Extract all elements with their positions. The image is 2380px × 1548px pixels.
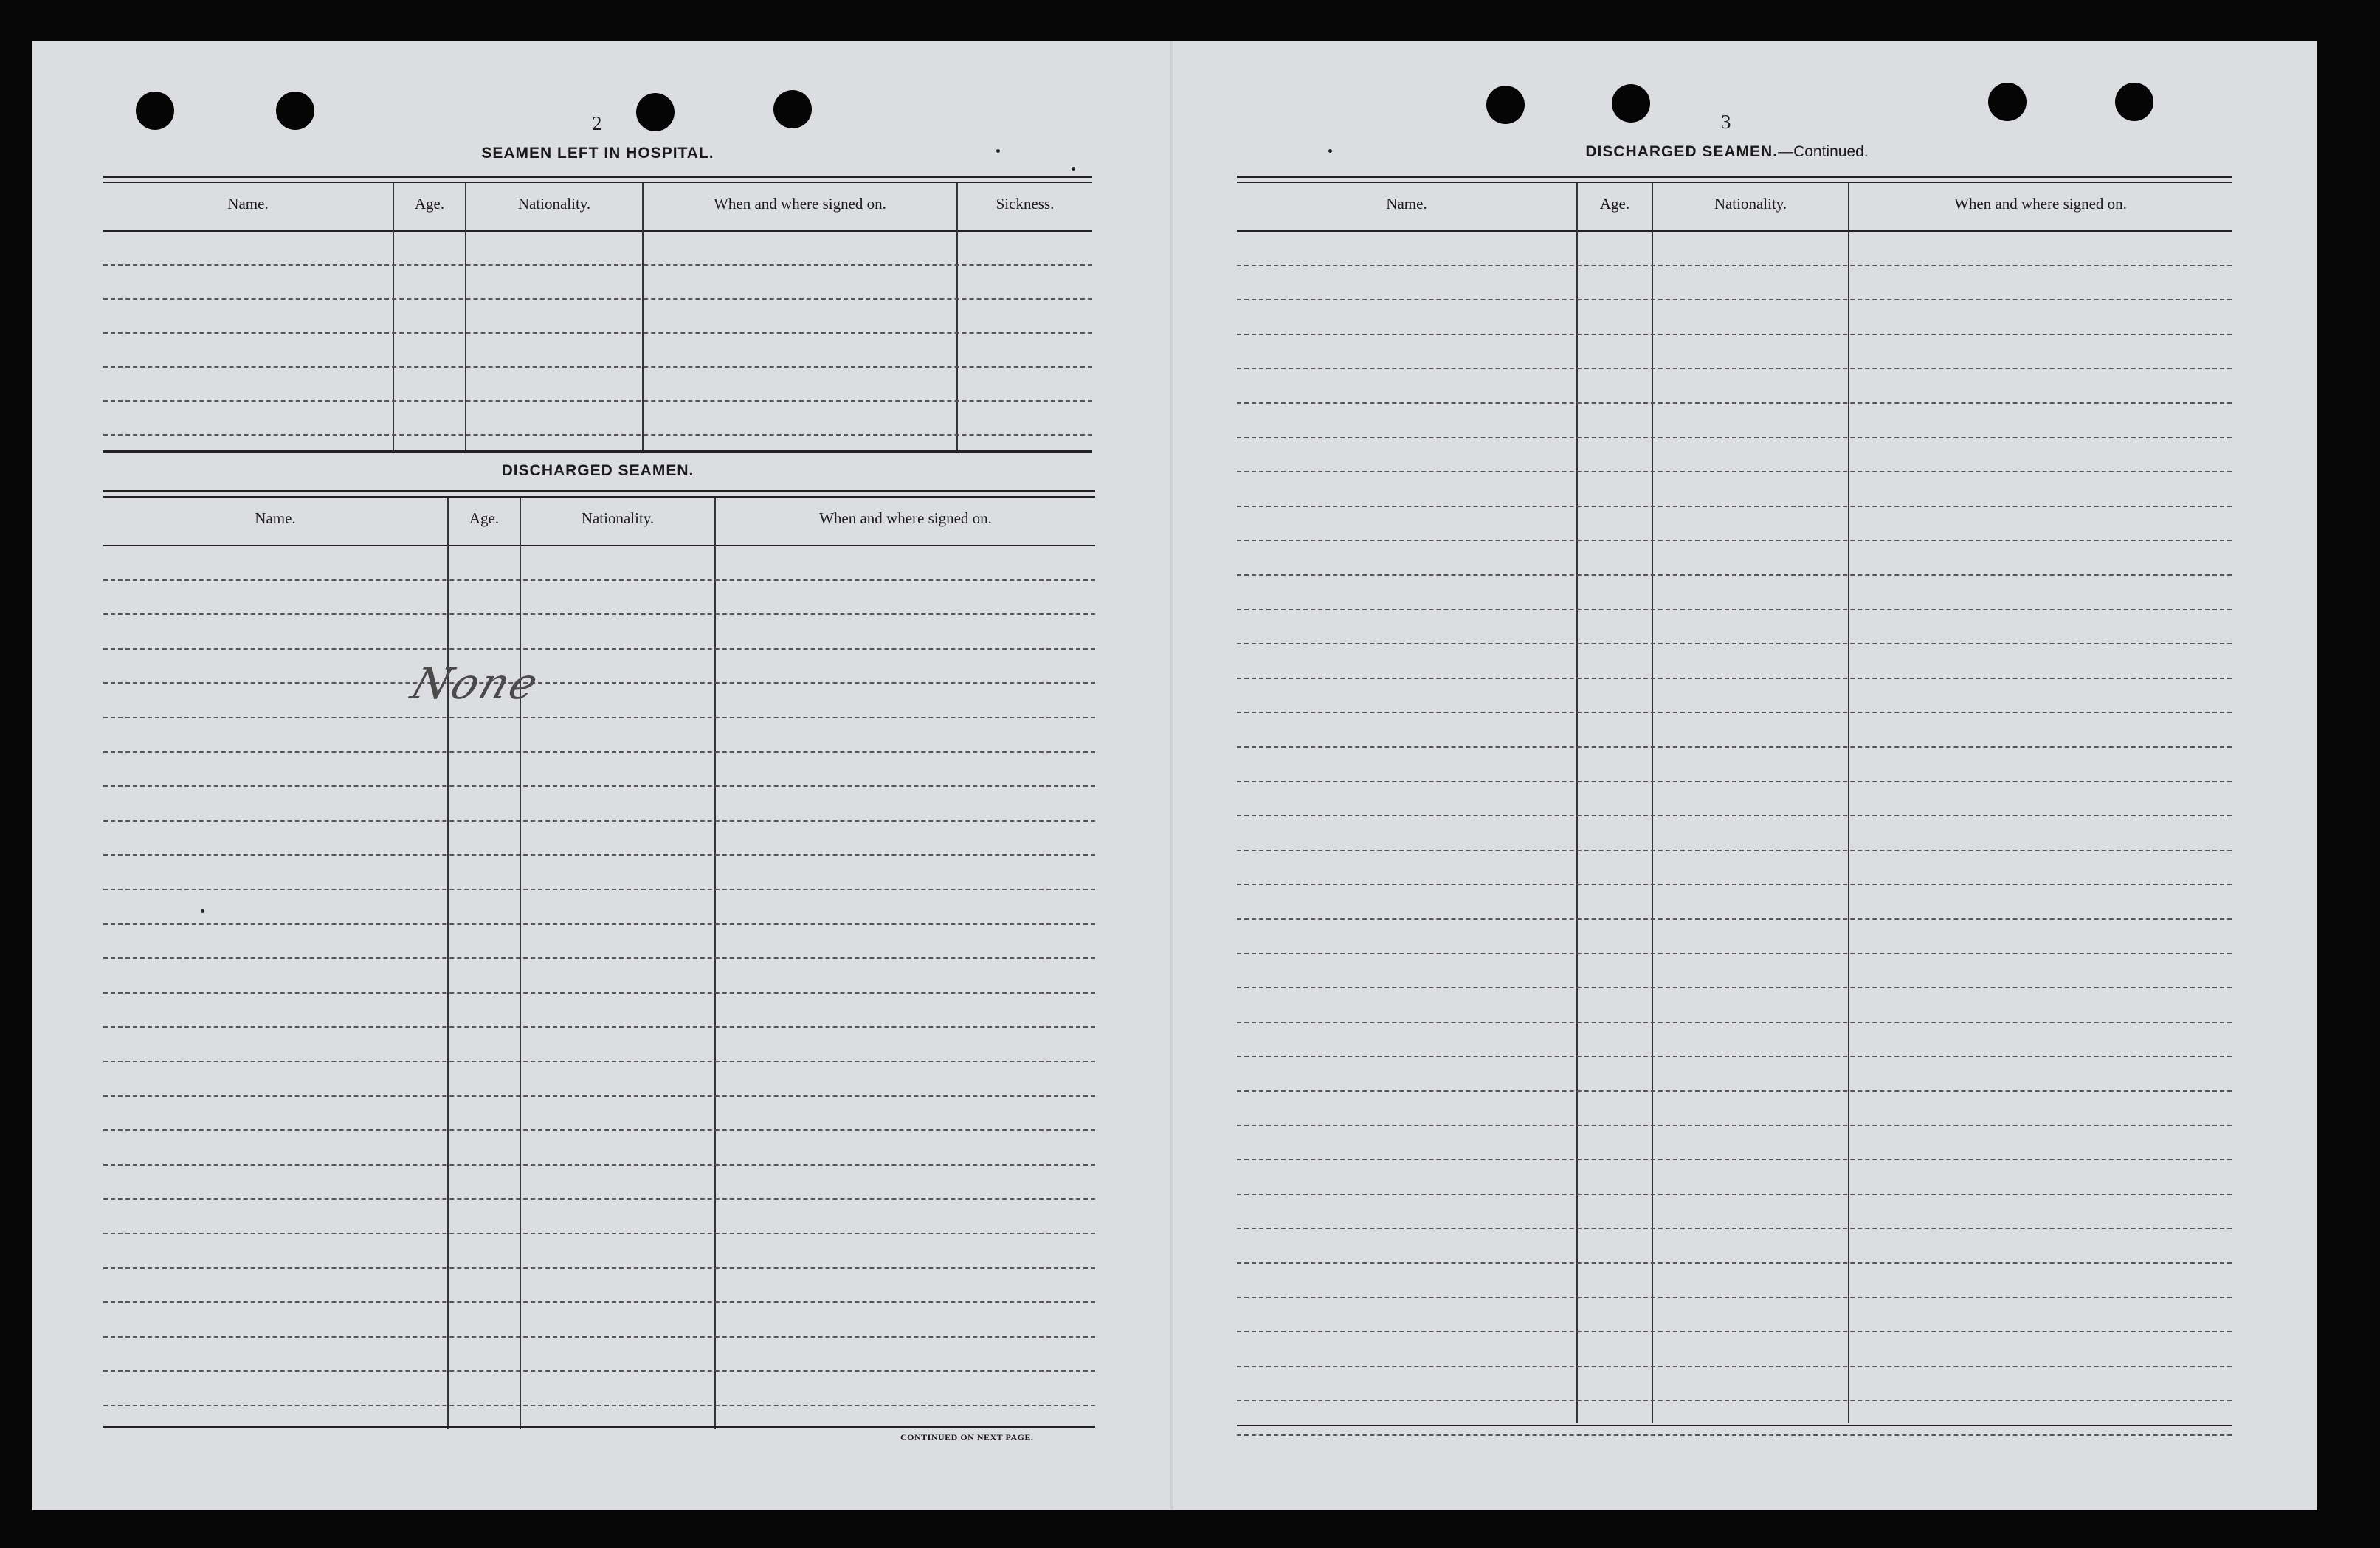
table-row xyxy=(103,613,1095,615)
table-row xyxy=(103,1198,1095,1200)
table-row xyxy=(103,1301,1095,1303)
table-row xyxy=(1237,609,2232,610)
punch-hole xyxy=(136,92,174,130)
section-rule xyxy=(103,450,1092,453)
table-row xyxy=(103,332,1092,334)
table-row xyxy=(103,1095,1095,1097)
table-top-rule xyxy=(103,182,1092,183)
discharged-table-left xyxy=(103,490,1095,1425)
table-row xyxy=(103,1267,1095,1269)
table-row xyxy=(103,1129,1095,1131)
table-row xyxy=(103,264,1092,266)
center-fold xyxy=(1170,41,1173,1510)
punch-hole xyxy=(1486,86,1525,124)
header-rule xyxy=(1237,230,2232,232)
table-row xyxy=(103,682,1095,684)
page-number-right: 3 xyxy=(1721,111,1731,133)
table-row xyxy=(1237,334,2232,335)
table-row xyxy=(1237,1297,2232,1298)
paper-speck xyxy=(1072,167,1075,171)
punch-hole xyxy=(276,92,314,130)
table-row xyxy=(103,1233,1095,1234)
table-row xyxy=(1237,1331,2232,1332)
column-header-signed-on: When and where signed on. xyxy=(819,509,992,527)
table-row xyxy=(1237,1022,2232,1023)
page-number-left: 2 xyxy=(592,112,602,134)
table-row xyxy=(103,434,1092,436)
table-top-rule xyxy=(103,496,1095,498)
table-row xyxy=(1237,540,2232,541)
hospital-table xyxy=(103,176,1092,450)
table-row xyxy=(1237,987,2232,988)
table-row xyxy=(1237,953,2232,954)
table-row xyxy=(103,820,1095,822)
table-row xyxy=(1237,299,2232,300)
table-row xyxy=(103,785,1095,787)
hospital-section-title: SEAMEN LEFT IN HOSPITAL. xyxy=(481,145,714,162)
table-row xyxy=(1237,712,2232,713)
table-row xyxy=(103,717,1095,718)
column-header-age: Age. xyxy=(1599,195,1630,213)
column-header-name: Name. xyxy=(1386,195,1427,213)
column-header-nationality: Nationality. xyxy=(1714,195,1787,213)
table-row xyxy=(1237,1194,2232,1195)
discharged-table-right xyxy=(1237,176,2232,1423)
header-rule xyxy=(103,230,1092,232)
column-divider xyxy=(714,498,716,1429)
table-row xyxy=(1237,781,2232,782)
table-row xyxy=(1237,884,2232,885)
punch-hole xyxy=(773,90,812,128)
discharged-continued-title xyxy=(1535,143,1919,161)
column-header-age: Age. xyxy=(414,195,445,213)
table-row xyxy=(103,957,1095,959)
table-row xyxy=(1237,1400,2232,1401)
table-row xyxy=(1237,1262,2232,1264)
table-row xyxy=(1237,1434,2232,1436)
punch-hole xyxy=(2115,83,2153,121)
column-header-nationality: Nationality. xyxy=(581,509,655,527)
table-row xyxy=(103,854,1095,856)
table-row xyxy=(103,1026,1095,1028)
table-row xyxy=(103,1370,1095,1372)
table-row xyxy=(1237,437,2232,438)
column-divider xyxy=(956,183,958,450)
table-row xyxy=(103,579,1095,581)
column-divider xyxy=(642,183,644,450)
column-header-nationality: Nationality. xyxy=(517,195,591,213)
table-row xyxy=(103,648,1095,650)
table-row xyxy=(1237,1159,2232,1160)
column-header-age: Age. xyxy=(469,509,500,527)
column-header-signed-on: When and where signed on. xyxy=(714,195,886,213)
table-row xyxy=(1237,850,2232,851)
table-row xyxy=(103,366,1092,368)
table-bottom-rule xyxy=(1237,1425,2232,1426)
table-row xyxy=(103,1405,1095,1406)
title-main: DISCHARGED SEAMEN. xyxy=(1585,143,1779,160)
table-top-rule xyxy=(1237,182,2232,183)
table-row xyxy=(1237,1056,2232,1057)
punch-hole xyxy=(1988,83,2027,121)
table-row xyxy=(1237,1366,2232,1367)
table-top-rule xyxy=(103,490,1095,492)
table-row xyxy=(1237,1090,2232,1092)
punch-hole xyxy=(636,93,675,131)
table-row xyxy=(1237,746,2232,748)
header-rule xyxy=(103,545,1095,546)
table-row xyxy=(103,400,1092,402)
continued-footer: CONTINUED ON NEXT PAGE. xyxy=(900,1432,1034,1442)
column-header-signed-on: When and where signed on. xyxy=(1954,195,2127,213)
column-header-name: Name. xyxy=(227,195,269,213)
table-row xyxy=(103,923,1095,925)
paper-speck xyxy=(1328,149,1332,153)
table-row xyxy=(103,751,1095,753)
title-suffix: —Continued. xyxy=(1778,143,1869,160)
table-row xyxy=(103,1336,1095,1338)
table-row xyxy=(1237,471,2232,472)
table-row xyxy=(1237,574,2232,576)
table-row xyxy=(103,1164,1095,1166)
table-row xyxy=(1237,918,2232,920)
punch-hole xyxy=(1612,84,1650,123)
table-top-rule xyxy=(103,176,1092,178)
table-row xyxy=(1237,506,2232,507)
discharged-section-title: DISCHARGED SEAMEN. xyxy=(501,462,694,479)
table-row xyxy=(1237,1125,2232,1126)
table-row xyxy=(1237,643,2232,644)
column-divider xyxy=(447,498,449,1429)
table-top-rule xyxy=(1237,176,2232,178)
table-row xyxy=(1237,1228,2232,1229)
table-row xyxy=(1237,368,2232,369)
table-row xyxy=(1237,815,2232,816)
column-divider xyxy=(465,183,466,450)
table-row xyxy=(1237,678,2232,679)
column-divider xyxy=(393,183,394,450)
table-row xyxy=(1237,402,2232,404)
table-row xyxy=(103,889,1095,890)
table-row xyxy=(1237,265,2232,266)
paper-speck xyxy=(996,149,1000,153)
column-header-name: Name. xyxy=(255,509,296,527)
table-bottom-rule xyxy=(103,1426,1095,1428)
table-row xyxy=(103,298,1092,300)
table-row xyxy=(103,992,1095,994)
handwritten-entry: None xyxy=(404,658,547,709)
column-header-sickness: Sickness. xyxy=(996,195,1055,213)
table-row xyxy=(103,1061,1095,1062)
column-divider xyxy=(520,498,521,1429)
